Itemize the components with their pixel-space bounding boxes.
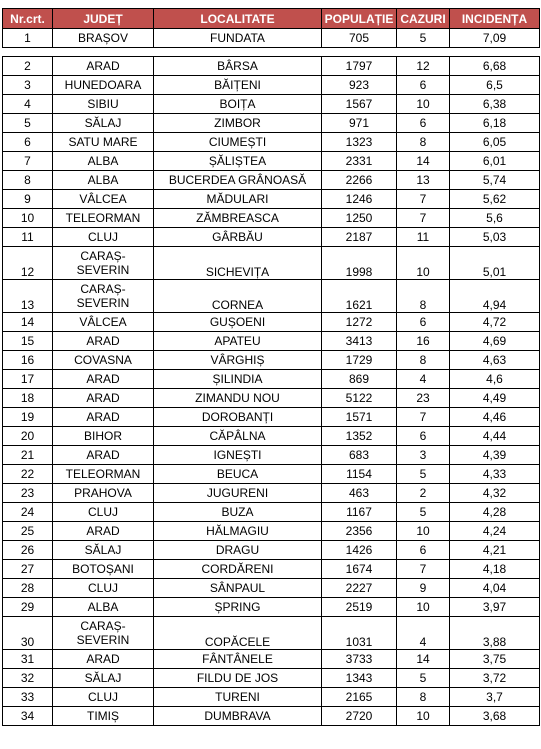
cell-incidenta: 6,68: [450, 57, 540, 76]
cell-nr: 5: [3, 114, 53, 133]
table-row: [3, 76, 540, 95]
cell-populatie: 705: [322, 29, 397, 48]
table-row: [3, 95, 540, 114]
cell-judet: TIMIȘ: [53, 707, 154, 726]
cell-cazuri: 5: [397, 669, 450, 688]
cell-localitate: ZIMANDU NOU: [154, 389, 322, 408]
cell-judet: SĂLAJ: [53, 669, 154, 688]
cell-cazuri: 13: [397, 171, 450, 190]
cell-judet: ARAD: [53, 57, 154, 76]
cell-localitate: DOROBANȚI: [154, 408, 322, 427]
table-row: [3, 465, 540, 484]
cell-localitate: FILDU DE JOS: [154, 669, 322, 688]
cell-localitate: DRAGU: [154, 541, 322, 560]
cell-judet: CARAȘ- SEVERIN: [53, 280, 154, 313]
cell-judet: SATU MARE: [53, 133, 154, 152]
cell-nr: 11: [3, 228, 53, 247]
cell-judet: TELEORMAN: [53, 209, 154, 228]
cell-cazuri: 6: [397, 114, 450, 133]
cell-nr: 7: [3, 152, 53, 171]
cell-nr: 34: [3, 707, 53, 726]
cell-populatie: 2519: [322, 598, 397, 617]
cell-nr: 6: [3, 133, 53, 152]
cell-nr: 18: [3, 389, 53, 408]
cell-populatie: 1571: [322, 408, 397, 427]
cell-populatie: 1031: [322, 617, 397, 650]
table-row: [3, 707, 540, 726]
cell-cazuri: 10: [397, 247, 450, 280]
table-row: [3, 114, 540, 133]
cell-nr: 10: [3, 209, 53, 228]
cell-nr: 33: [3, 688, 53, 707]
cell-cazuri: 8: [397, 280, 450, 313]
header-row: [3, 9, 540, 29]
cell-populatie: 2227: [322, 579, 397, 598]
cell-incidenta: 5,74: [450, 171, 540, 190]
cell-nr: 13: [3, 280, 53, 313]
cell-judet: CLUJ: [53, 503, 154, 522]
cell-incidenta: 3,88: [450, 617, 540, 650]
cell-judet: BOTOȘANI: [53, 560, 154, 579]
table-row: [3, 446, 540, 465]
cell-populatie: 1621: [322, 280, 397, 313]
cell-nr: 16: [3, 351, 53, 370]
cell-localitate: CORDĂRENI: [154, 560, 322, 579]
cell-nr: 2: [3, 57, 53, 76]
table-row: [3, 228, 540, 247]
cell-localitate: BUZA: [154, 503, 322, 522]
cell-localitate: ȘĂLIȘTEA: [154, 152, 322, 171]
cell-localitate: ȘILINDIA: [154, 370, 322, 389]
cell-judet: ARAD: [53, 650, 154, 669]
cell-judet: ALBA: [53, 598, 154, 617]
cell-judet: ARAD: [53, 446, 154, 465]
cell-nr: 22: [3, 465, 53, 484]
cell-judet: ALBA: [53, 152, 154, 171]
cell-nr: 29: [3, 598, 53, 617]
cell-judet: ARAD: [53, 332, 154, 351]
cell-populatie: 2266: [322, 171, 397, 190]
cell-cazuri: 8: [397, 133, 450, 152]
cell-cazuri: 5: [397, 29, 450, 48]
cell-populatie: 1323: [322, 133, 397, 152]
cell-localitate: BĂIȚENI: [154, 76, 322, 95]
cell-nr: 15: [3, 332, 53, 351]
table-rows: [3, 57, 540, 726]
cell-populatie: 1729: [322, 351, 397, 370]
table-row: [3, 688, 540, 707]
cell-localitate: GUȘOENI: [154, 313, 322, 332]
table-row: [3, 351, 540, 370]
cell-localitate: ZIMBOR: [154, 114, 322, 133]
cell-populatie: 683: [322, 446, 397, 465]
cell-localitate: ZĂMBREASCA: [154, 209, 322, 228]
cell-nr: 28: [3, 579, 53, 598]
cell-cazuri: 7: [397, 560, 450, 579]
cell-judet: CLUJ: [53, 579, 154, 598]
cell-localitate: DUMBRAVA: [154, 707, 322, 726]
cell-populatie: 1998: [322, 247, 397, 280]
table-row: [3, 313, 540, 332]
table-row: [3, 152, 540, 171]
cell-localitate: SÂNPAUL: [154, 579, 322, 598]
cell-cazuri: 6: [397, 76, 450, 95]
cell-judet: HUNEDOARA: [53, 76, 154, 95]
table-row: [3, 560, 540, 579]
cell-cazuri: 4: [397, 370, 450, 389]
table-row: [3, 389, 540, 408]
cell-incidenta: 4,04: [450, 579, 540, 598]
table-row: [3, 427, 540, 446]
cell-cazuri: 8: [397, 688, 450, 707]
cell-populatie: 1352: [322, 427, 397, 446]
cell-localitate: CORNEA: [154, 280, 322, 313]
cell-localitate: CIUMEȘTI: [154, 133, 322, 152]
table-row: [3, 598, 540, 617]
cell-cazuri: 2: [397, 484, 450, 503]
cell-incidenta: 3,68: [450, 707, 540, 726]
cell-cazuri: 16: [397, 332, 450, 351]
cell-nr: 19: [3, 408, 53, 427]
table-row: [3, 522, 540, 541]
cell-cazuri: 7: [397, 209, 450, 228]
cell-incidenta: 5,01: [450, 247, 540, 280]
cell-populatie: 923: [322, 76, 397, 95]
cell-cazuri: 10: [397, 707, 450, 726]
cell-incidenta: 5,6: [450, 209, 540, 228]
cell-incidenta: 4,32: [450, 484, 540, 503]
cell-cazuri: 14: [397, 650, 450, 669]
cell-cazuri: 7: [397, 190, 450, 209]
cell-judet: VÂLCEA: [53, 313, 154, 332]
cell-incidenta: 4,33: [450, 465, 540, 484]
table-row: [3, 484, 540, 503]
cell-populatie: 1674: [322, 560, 397, 579]
incidence-table-body: [2, 56, 540, 726]
cell-judet: CARAȘ- SEVERIN: [53, 247, 154, 280]
cell-nr: 21: [3, 446, 53, 465]
cell-nr: 12: [3, 247, 53, 280]
cell-localitate: BUCERDEA GRÂNOASĂ: [154, 171, 322, 190]
cell-cazuri: 6: [397, 313, 450, 332]
cell-localitate: BÂRSA: [154, 57, 322, 76]
cell-localitate: IGNEȘTI: [154, 446, 322, 465]
cell-populatie: 5122: [322, 389, 397, 408]
cell-judet: SĂLAJ: [53, 114, 154, 133]
cell-populatie: 2720: [322, 707, 397, 726]
cell-populatie: 869: [322, 370, 397, 389]
cell-judet: SĂLAJ: [53, 541, 154, 560]
cell-incidenta: 4,63: [450, 351, 540, 370]
cell-populatie: 3733: [322, 650, 397, 669]
cell-populatie: 1343: [322, 669, 397, 688]
cell-populatie: 1272: [322, 313, 397, 332]
cell-nr: 9: [3, 190, 53, 209]
cell-incidenta: 4,69: [450, 332, 540, 351]
table-row: [3, 370, 540, 389]
cell-incidenta: 7,09: [450, 29, 540, 48]
cell-nr: 31: [3, 650, 53, 669]
cell-judet: VÂLCEA: [53, 190, 154, 209]
table-row: [3, 503, 540, 522]
cell-localitate: BEUCA: [154, 465, 322, 484]
cell-incidenta: 6,01: [450, 152, 540, 171]
table-row: [3, 247, 540, 280]
cell-judet: ARAD: [53, 408, 154, 427]
cell-nr: 17: [3, 370, 53, 389]
cell-cazuri: 10: [397, 522, 450, 541]
cell-incidenta: 6,05: [450, 133, 540, 152]
cell-incidenta: 6,5: [450, 76, 540, 95]
cell-populatie: 1246: [322, 190, 397, 209]
cell-populatie: 2165: [322, 688, 397, 707]
cell-nr: 4: [3, 95, 53, 114]
cell-cazuri: 23: [397, 389, 450, 408]
cell-incidenta: 3,72: [450, 669, 540, 688]
cell-localitate: FUNDATA: [154, 29, 322, 48]
table-row: [3, 171, 540, 190]
cell-incidenta: 6,38: [450, 95, 540, 114]
cell-incidenta: 4,49: [450, 389, 540, 408]
cell-localitate: HĂLMAGIU: [154, 522, 322, 541]
table-row: [3, 579, 540, 598]
cell-cazuri: 14: [397, 152, 450, 171]
incidence-table-header: [2, 8, 540, 48]
cell-localitate: MĂDULARI: [154, 190, 322, 209]
cell-nr: 25: [3, 522, 53, 541]
table-row: [3, 332, 540, 351]
cell-incidenta: 4,24: [450, 522, 540, 541]
cell-judet: CLUJ: [53, 688, 154, 707]
cell-localitate: ȘPRING: [154, 598, 322, 617]
cell-populatie: 3413: [322, 332, 397, 351]
cell-judet: ARAD: [53, 522, 154, 541]
cell-cazuri: 11: [397, 228, 450, 247]
cell-cazuri: 5: [397, 503, 450, 522]
cell-nr: 23: [3, 484, 53, 503]
header-populatie: POPULAȚIE: [322, 9, 397, 29]
cell-cazuri: 5: [397, 465, 450, 484]
cell-localitate: JUGURENI: [154, 484, 322, 503]
cell-cazuri: 3: [397, 446, 450, 465]
cell-incidenta: 4,46: [450, 408, 540, 427]
cell-localitate: FÂNTÂNELE: [154, 650, 322, 669]
cell-incidenta: 4,44: [450, 427, 540, 446]
cell-populatie: 1567: [322, 95, 397, 114]
header-incidenta: INCIDENȚA: [450, 9, 540, 29]
cell-populatie: 2331: [322, 152, 397, 171]
cell-incidenta: 4,18: [450, 560, 540, 579]
cell-populatie: 463: [322, 484, 397, 503]
cell-incidenta: 5,03: [450, 228, 540, 247]
cell-incidenta: 4,94: [450, 280, 540, 313]
header-nr: Nr.crt.: [3, 9, 53, 29]
cell-incidenta: 6,18: [450, 114, 540, 133]
cell-judet: TELEORMAN: [53, 465, 154, 484]
cell-localitate: BOIȚA: [154, 95, 322, 114]
cell-cazuri: 12: [397, 57, 450, 76]
table-row: [3, 541, 540, 560]
cell-judet: BIHOR: [53, 427, 154, 446]
cell-judet: ARAD: [53, 389, 154, 408]
cell-incidenta: 4,39: [450, 446, 540, 465]
table-row: [3, 209, 540, 228]
cell-nr: 26: [3, 541, 53, 560]
table-row: [3, 133, 540, 152]
cell-cazuri: 6: [397, 427, 450, 446]
table-row: [3, 669, 540, 688]
cell-populatie: 1167: [322, 503, 397, 522]
cell-populatie: 2187: [322, 228, 397, 247]
cell-cazuri: 7: [397, 408, 450, 427]
cell-nr: 14: [3, 313, 53, 332]
cell-localitate: TURENI: [154, 688, 322, 707]
cell-cazuri: 9: [397, 579, 450, 598]
cell-nr: 32: [3, 669, 53, 688]
cell-populatie: 971: [322, 114, 397, 133]
cell-judet: ARAD: [53, 370, 154, 389]
cell-localitate: CĂPÂLNA: [154, 427, 322, 446]
cell-incidenta: 4,6: [450, 370, 540, 389]
cell-judet: COVASNA: [53, 351, 154, 370]
cell-cazuri: 6: [397, 541, 450, 560]
cell-nr: 27: [3, 560, 53, 579]
header-cazuri: CAZURI: [397, 9, 450, 29]
cell-incidenta: 3,7: [450, 688, 540, 707]
table-row: [3, 57, 540, 76]
table-row: [3, 650, 540, 669]
table-row: [3, 29, 540, 48]
cell-judet: CLUJ: [53, 228, 154, 247]
cell-nr: 1: [3, 29, 53, 48]
cell-cazuri: 8: [397, 351, 450, 370]
cell-populatie: 2356: [322, 522, 397, 541]
cell-incidenta: 4,72: [450, 313, 540, 332]
table-row: [3, 190, 540, 209]
cell-incidenta: 5,62: [450, 190, 540, 209]
cell-incidenta: 3,75: [450, 650, 540, 669]
cell-incidenta: 4,28: [450, 503, 540, 522]
cell-incidenta: 4,21: [450, 541, 540, 560]
cell-localitate: SICHEVIȚA: [154, 247, 322, 280]
cell-nr: 24: [3, 503, 53, 522]
cell-nr: 30: [3, 617, 53, 650]
cell-nr: 3: [3, 76, 53, 95]
cell-judet: SIBIU: [53, 95, 154, 114]
cell-localitate: VÂRGHIȘ: [154, 351, 322, 370]
cell-populatie: 1250: [322, 209, 397, 228]
cell-incidenta: 3,97: [450, 598, 540, 617]
header-localitate: LOCALITATE: [154, 9, 322, 29]
cell-populatie: 1154: [322, 465, 397, 484]
cell-localitate: COPĂCELE: [154, 617, 322, 650]
cell-cazuri: 4: [397, 617, 450, 650]
cell-populatie: 1426: [322, 541, 397, 560]
cell-judet: PRAHOVA: [53, 484, 154, 503]
cell-nr: 8: [3, 171, 53, 190]
table-row: [3, 408, 540, 427]
cell-cazuri: 10: [397, 95, 450, 114]
cell-localitate: APATEU: [154, 332, 322, 351]
cell-populatie: 1797: [322, 57, 397, 76]
header-judet: JUDEȚ: [53, 9, 154, 29]
cell-judet: CARAȘ- SEVERIN: [53, 617, 154, 650]
cell-cazuri: 10: [397, 598, 450, 617]
cell-judet: BRAȘOV: [53, 29, 154, 48]
cell-judet: ALBA: [53, 171, 154, 190]
table-row: [3, 617, 540, 650]
cell-nr: 20: [3, 427, 53, 446]
table-row: [3, 280, 540, 313]
cell-localitate: GÂRBĂU: [154, 228, 322, 247]
